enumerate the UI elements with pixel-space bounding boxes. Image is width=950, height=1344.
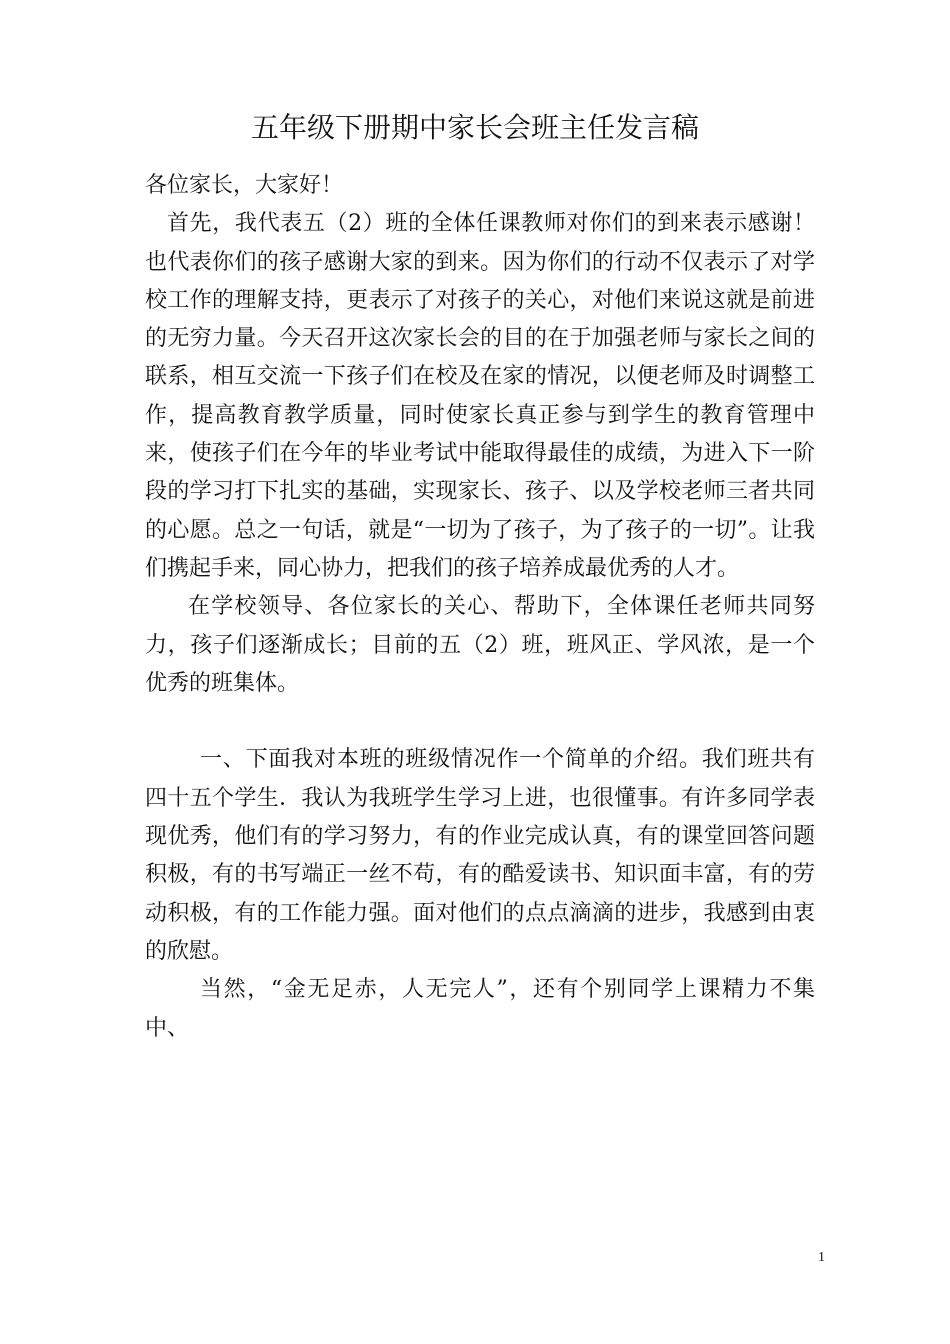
body-paragraph-4: 当然，“金无足赤，人无完人”，还有个别同学上课精力不集中、 bbox=[145, 977, 815, 1041]
body-paragraph-2: 在学校领导、各位家长的关心、帮助下，全体课任老师共同努力，孩子们逐渐成长；目前的五（2）班，班风正、学风浓，是一个优秀的班集体。 bbox=[145, 594, 815, 696]
document-title: 五年级下册期中家长会班主任发言稿 bbox=[250, 111, 699, 144]
body-paragraph-1: 首先，我代表五（2）班的全体任课教师对你们的到来表示感谢！也代表你们的孩子感谢大家的到来。因为你们的行动不仅表示了对学校工作的理解支持，更表示了对孩子的关心，对他们来说这就是前进的无穷力量。今天召开这次家长会的目的在于加强老师与家长之间的联系，相互交流一下孩子们在校及在家的情况，以便老师及时调整工作，提高教育教学质量，同时使家长真正参与到学生的教育管理中来，使孩子们在今年的毕业考试中能取得最佳的成绩，为进入下一阶段的学习打下扎实的基础，实现家长、孩子、以及学校老师三者共同的心愿。总之一句话，就是“一切为了孩子，为了孩子的一切”。让我们携起手来，同心协力，把我们的孩子培养成最优秀的人才。 bbox=[145, 211, 815, 581]
body-paragraph-3: 一、下面我对本班的班级情况作一个简单的介绍。我们班共有四十五个学生．我认为我班学生学习上进，也很懂事。有许多同学表现优秀，他们有的学习努力，有的作业完成认真，有的课堂回答问题积极，有的书写端正一丝不苟，有的酷爱读书、知识面丰富，有的劳动积极，有的工作能力强。面对他们的点点滴滴的进步，我感到由衷的欣慰。 bbox=[145, 747, 815, 964]
page-number: 1 bbox=[818, 1250, 825, 1265]
document-body bbox=[145, 167, 815, 1048]
greeting-paragraph: 各位家长，大家好！ bbox=[145, 173, 344, 198]
